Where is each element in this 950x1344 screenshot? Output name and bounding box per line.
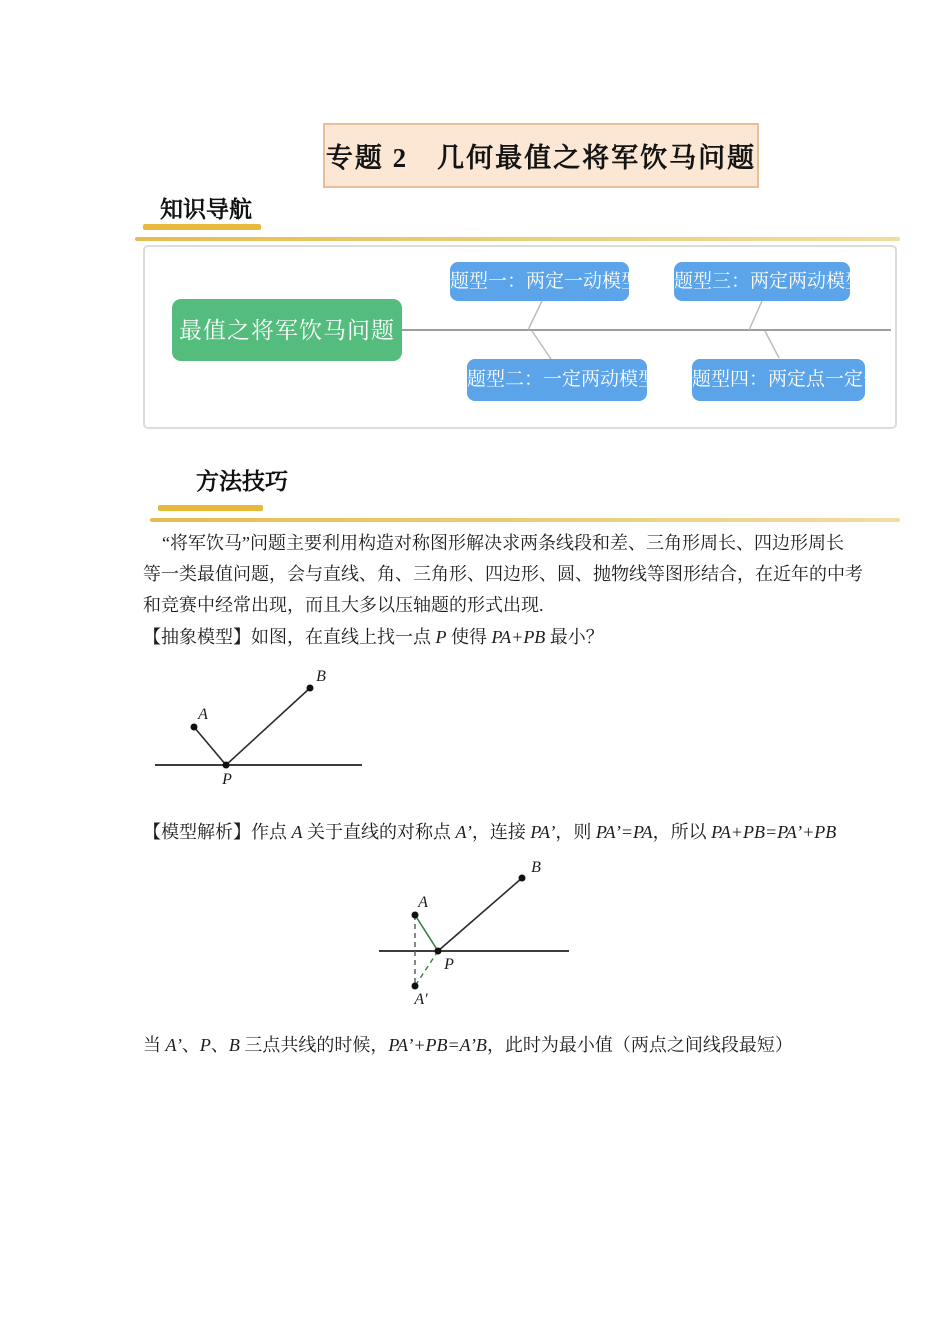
gold-rule-long-2 xyxy=(150,518,900,522)
point-b-label: B xyxy=(316,668,326,685)
intro-line-3: 和竞赛中经常出现，而且大多以压轴题的形式出现. xyxy=(143,595,544,615)
model-analysis-line: 【模型解析】作点 A 关于直线的对称点 A’，连接 PA’，则 PA’=PA，所以 PA+PB=PA’+PB xyxy=(143,822,837,842)
mindmap-root-node: 最值之将军饮马问题 xyxy=(172,299,402,361)
gold-underline-short xyxy=(143,224,261,230)
point-b-dot xyxy=(519,875,526,882)
diagram-reflection-construction xyxy=(375,858,585,1013)
diagram-pa-pb-minimum xyxy=(150,656,380,801)
point-a-label: A xyxy=(198,706,208,723)
point-a-prime-label: A′ xyxy=(414,991,428,1008)
point-p-dot xyxy=(435,948,442,955)
gold-rule-long xyxy=(135,237,900,241)
conclusion-line: 当 A’、P、B 三点共线的时候，PA’+PB=A’B，此时为最小值（两点之间线段最短） xyxy=(143,1035,793,1055)
point-p-dot xyxy=(223,762,230,769)
methods-heading: 方法技巧 xyxy=(196,468,288,494)
mindmap-node-type4: 题型四：两定点一定长 xyxy=(692,359,865,401)
mindmap-panel xyxy=(143,245,897,429)
point-a-dot xyxy=(191,724,198,731)
mindmap-node-type3: 题型三：两定两动模型 xyxy=(674,262,850,301)
intro-line-2: 等一类最值问题，会与直线、角、三角形、四边形、圆、抛物线等图形结合，在近年的中考 xyxy=(143,564,863,584)
point-b-label: B xyxy=(531,859,541,876)
point-b-dot xyxy=(307,685,314,692)
point-a-label: A xyxy=(418,894,428,911)
page-title: 专题 2 几何最值之将军饮马问题 xyxy=(325,143,757,173)
point-a-prime-dot xyxy=(412,983,419,990)
point-a-dot xyxy=(412,912,419,919)
title-banner xyxy=(323,123,759,188)
abstract-model-line: 【抽象模型】如图，在直线上找一点 P 使得 PA+PB 最小？ xyxy=(143,627,604,647)
knowledge-nav-heading: 知识导航 xyxy=(160,196,252,222)
gold-underline-short-2 xyxy=(158,505,263,511)
point-p-label: P xyxy=(444,956,454,973)
intro-line-1: “将军饮马”问题主要利用构造对称图形解决求两条线段和差、三角形周长、四边形周长 xyxy=(162,533,844,553)
point-p-label: P xyxy=(222,771,232,788)
mindmap-node-type1: 题型一：两定一动模型 xyxy=(450,262,629,301)
mindmap-node-type2: 题型二：一定两动模型 xyxy=(467,359,647,401)
